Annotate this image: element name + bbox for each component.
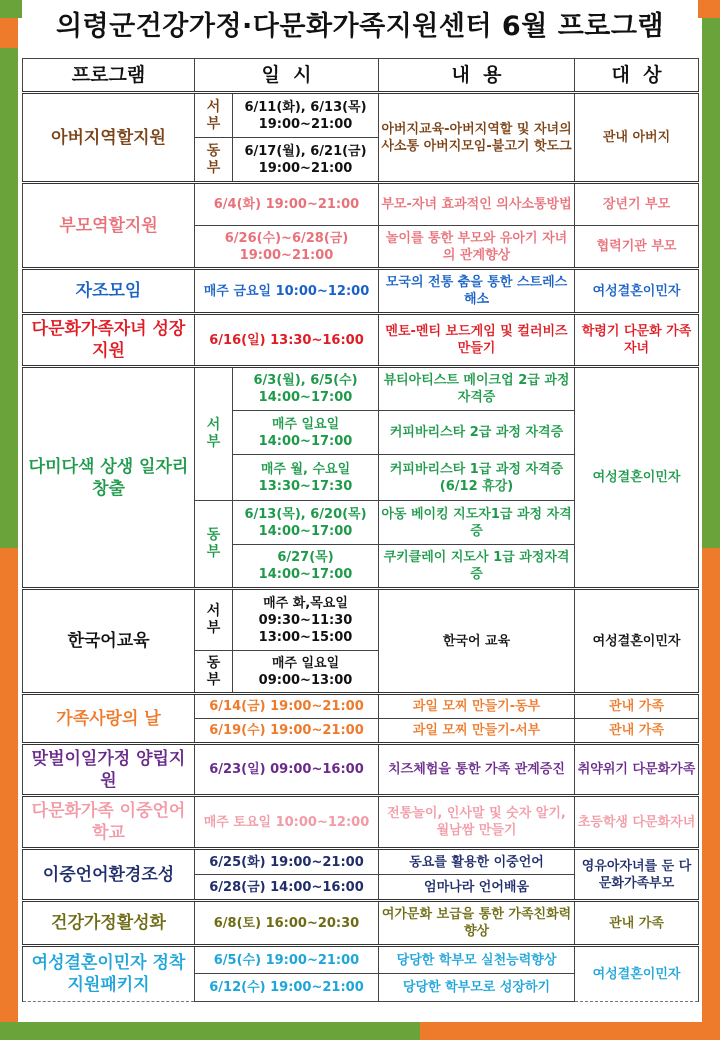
table-row: [23, 796, 699, 849]
right-color-band: [702, 48, 720, 1040]
date-cell: 6/4(화) 19:00~21:00: [195, 183, 379, 226]
content-cell: 부모-자녀 효과적인 의사소통방법: [379, 183, 575, 226]
header-content: 내 용: [379, 59, 575, 93]
poster: [22, 0, 698, 1022]
region-label-west: 서부: [195, 367, 233, 501]
table-row: [23, 183, 699, 226]
target-cell: 관내 가족: [575, 694, 699, 719]
region-label-east: 동부: [195, 138, 233, 183]
program-children: 다문화가족자녀 성장지원: [23, 314, 195, 367]
table-row: [23, 269, 699, 314]
table-row: [23, 744, 699, 796]
date-cell: 매주 일요일 14:00~17:00: [233, 411, 379, 455]
header-program: 프로그램: [23, 59, 195, 93]
table-row: [23, 901, 699, 946]
table-row: [23, 946, 699, 974]
program-healthy-family: 건강가정활성화: [23, 901, 195, 946]
program-bilingual-school: 다문화가족 이중언어학교: [23, 796, 195, 849]
table-row: [23, 367, 699, 411]
content-cell: 여가문화 보급을 통한 가족친화력 향상: [379, 901, 575, 946]
content-cell: 놀이를 통한 부모와 유아기 자녀의 관계향상: [379, 226, 575, 269]
target-cell: 학령기 다문화 가족자녀: [575, 314, 699, 367]
content-cell: 당당한 학부모 실천능력향상: [379, 946, 575, 974]
date-cell: 매주 일요일 09:00~13:00: [233, 651, 379, 694]
date-cell: 6/5(수) 19:00~21:00: [195, 946, 379, 974]
date-cell: 매주 월, 수요일 13:30~17:30: [233, 455, 379, 501]
content-cell: 동요를 활용한 이중언어: [379, 849, 575, 875]
content-cell: 치즈체험을 통한 가족 관계증진: [379, 744, 575, 796]
target-cell: 장년기 부모: [575, 183, 699, 226]
content-cell: 아동 베이킹 지도자1급 과정 자격증: [379, 501, 575, 545]
corner-green-top-right: [702, 18, 720, 48]
program-family-day: 가족사랑의 날: [23, 694, 195, 744]
date-cell: 매주 화,목요일 09:30~11:30 13:00~15:00: [233, 589, 379, 651]
date-cell: 6/23(일) 09:00~16:00: [195, 744, 379, 796]
content-cell: 모국의 전통 춤을 통한 스트레스 해소: [379, 269, 575, 314]
header-target: 대 상: [575, 59, 699, 93]
corner-orange-top-left: [0, 18, 18, 48]
program-selfhelp: 자조모임: [23, 269, 195, 314]
region-label-east: 동부: [195, 651, 233, 694]
date-cell: 6/13(목), 6/20(목) 14:00~17:00: [233, 501, 379, 545]
content-cell: 전통놀이, 인사말 및 숫자 알기, 월남쌈 만들기: [379, 796, 575, 849]
region-label-west: 서부: [195, 589, 233, 651]
content-cell: 과일 모찌 만들기-서부: [379, 719, 575, 744]
target-cell: 여성결혼이민자: [575, 589, 699, 694]
content-cell: 커피바리스타 1급 과정 자격증(6/12 휴강): [379, 455, 575, 501]
program-parent: 부모역할지원: [23, 183, 195, 269]
date-cell: 6/11(화), 6/13(목) 19:00~21:00: [233, 93, 379, 138]
program-korean: 한국어교육: [23, 589, 195, 694]
content-cell: 멘토-멘티 보드게임 및 컬러비즈 만들기: [379, 314, 575, 367]
content-cell: 아버지교육-아버지역할 및 자녀의사소통 아버지모임-불고기 핫도그: [379, 93, 575, 183]
date-cell: 6/26(수)~6/28(금) 19:00~21:00: [195, 226, 379, 269]
content-cell: 과일 모찌 만들기-동부: [379, 694, 575, 719]
target-cell: 여성결혼이민자: [575, 946, 699, 1002]
date-cell: 6/16(일) 13:30~16:00: [195, 314, 379, 367]
date-cell: 6/28(금) 14:00~16:00: [195, 875, 379, 901]
program-jobs: 다미다색 상생 일자리 창출: [23, 367, 195, 589]
target-cell: 협력기관 부모: [575, 226, 699, 269]
program-dual-income: 맞벌이일가정 양립지원: [23, 744, 195, 796]
date-cell: 6/14(금) 19:00~21:00: [195, 694, 379, 719]
target-cell: 취약위기 다문화가족: [575, 744, 699, 796]
program-father: 아버지역할지원: [23, 93, 195, 183]
date-cell: 6/12(수) 19:00~21:00: [195, 974, 379, 1002]
date-cell: 6/19(수) 19:00~21:00: [195, 719, 379, 744]
header-date: 일 시: [195, 59, 379, 93]
program-settlement: 여성결혼이민자 정착지원패키지: [23, 946, 195, 1002]
program-table: [22, 58, 699, 1002]
page-title: 의령군건강가정·다문화가족지원센터 6월 프로그램: [55, 11, 665, 42]
date-cell: 매주 금요일 10:00~12:00: [195, 269, 379, 314]
table-row: [23, 589, 699, 651]
date-cell: 6/27(목) 14:00~17:00: [233, 545, 379, 589]
content-cell: 커피바리스타 2급 과정 자격증: [379, 411, 575, 455]
target-cell: 초등학생 다문화자녀: [575, 796, 699, 849]
date-cell: 매주 토요일 10:00~12:00: [195, 796, 379, 849]
table-row: [23, 93, 699, 138]
content-cell: 쿠키클레이 지도사 1급 과정자격증: [379, 545, 575, 589]
region-label-west: 서부: [195, 93, 233, 138]
table-row: [23, 849, 699, 875]
region-label-east: 동부: [195, 501, 233, 589]
content-cell: 한국어 교육: [379, 589, 575, 694]
table-header-row: [23, 59, 699, 93]
content-cell: 당당한 학부모로 성장하기: [379, 974, 575, 1002]
date-cell: 6/3(월), 6/5(수) 14:00~17:00: [233, 367, 379, 411]
left-color-band: [0, 48, 18, 1040]
table-row: [23, 314, 699, 367]
target-cell: 여성결혼이민자: [575, 269, 699, 314]
target-cell: 관내 가족: [575, 719, 699, 744]
content-cell: 엄마나라 언어배움: [379, 875, 575, 901]
table-row: [23, 694, 699, 719]
date-cell: 6/17(월), 6/21(금) 19:00~21:00: [233, 138, 379, 183]
bottom-color-band: [0, 1022, 720, 1040]
target-cell: 여성결혼이민자: [575, 367, 699, 589]
target-cell: 관내 아버지: [575, 93, 699, 183]
date-cell: 6/8(토) 16:00~20:30: [195, 901, 379, 946]
date-cell: 6/25(화) 19:00~21:00: [195, 849, 379, 875]
target-cell: 영유아자녀를 둔 다문화가족부모: [575, 849, 699, 901]
program-bilingual-env: 이중언어환경조성: [23, 849, 195, 901]
target-cell: 관내 가족: [575, 901, 699, 946]
content-cell: 뷰티아티스트 메이크업 2급 과정 자격증: [379, 367, 575, 411]
